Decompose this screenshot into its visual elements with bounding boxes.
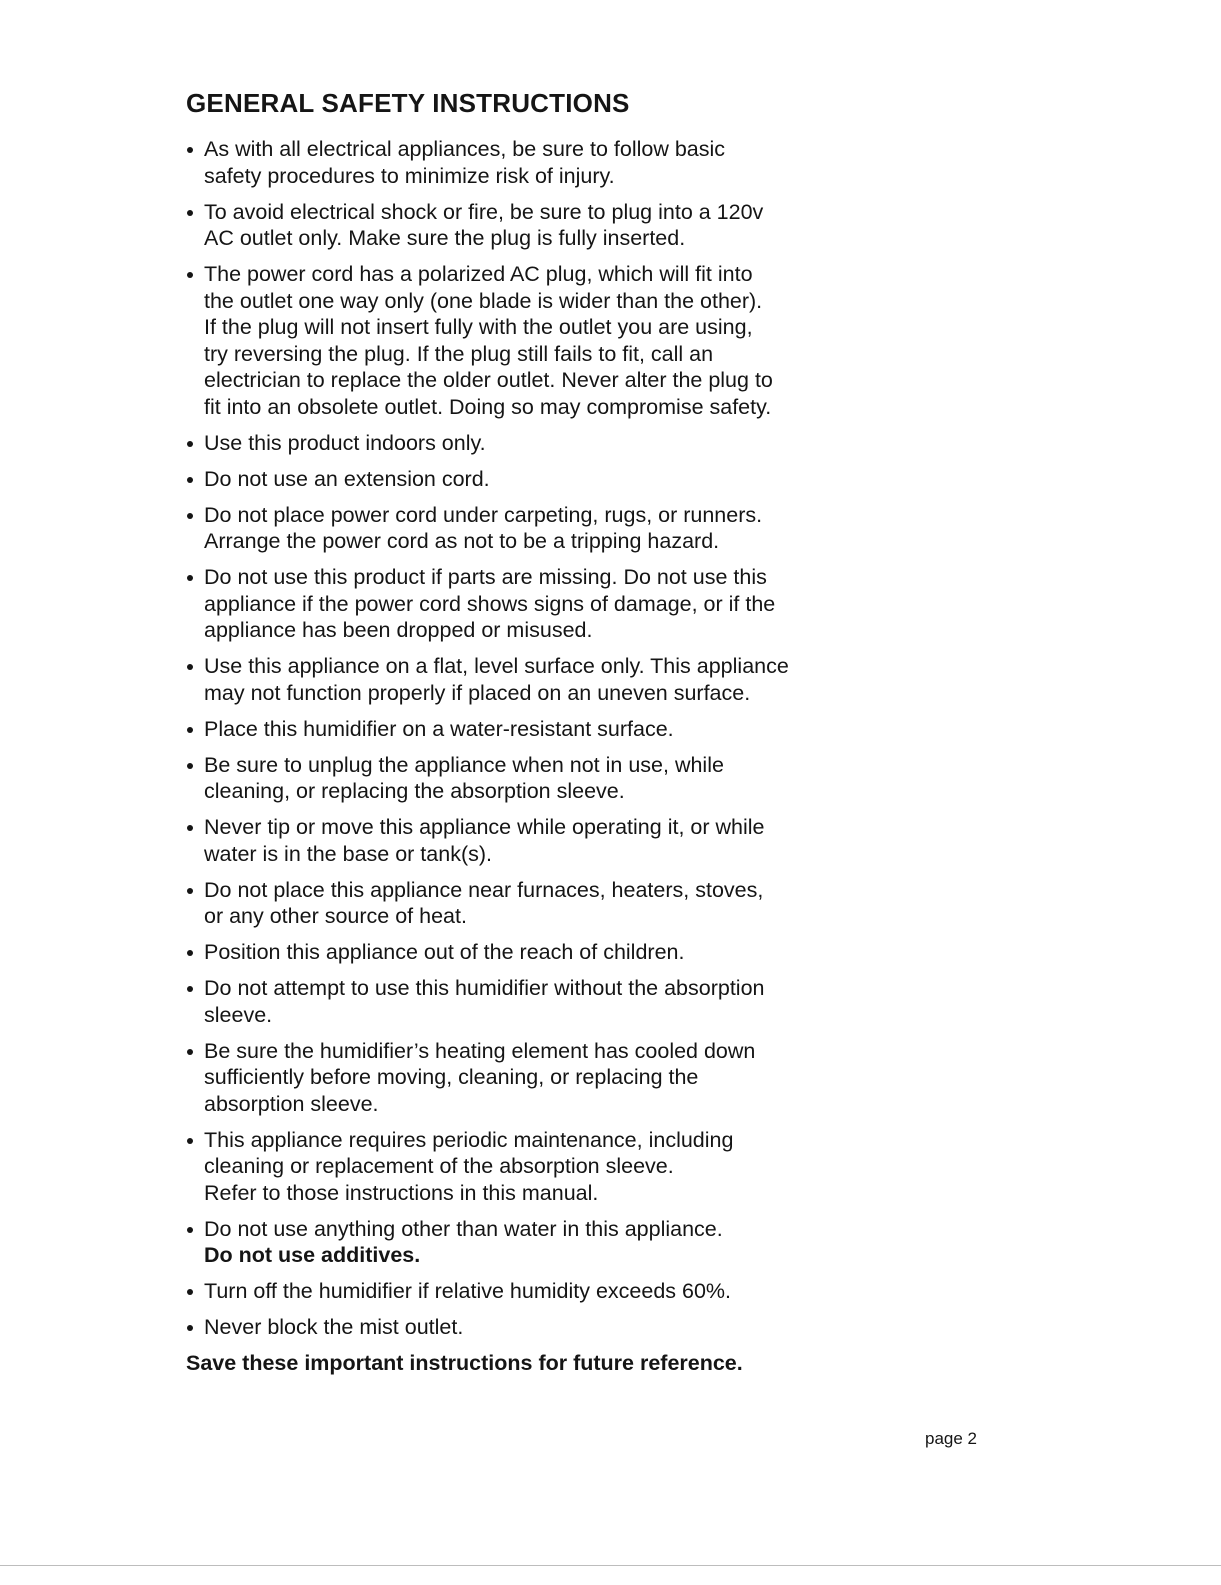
- instruction-line: Be sure to unplug the appliance when not in use, while: [204, 752, 724, 777]
- instruction-line: safety procedures to minimize risk of injury.: [204, 163, 615, 188]
- instruction-line: Do not place this appliance near furnaces, heaters, stoves,: [204, 877, 764, 902]
- instruction-line: Use this appliance on a flat, level surface only. This appliance: [204, 654, 789, 678]
- instruction-line: Place this humidifier on a water-resistant surface.: [204, 716, 674, 741]
- instruction-line: Be sure the humidifier’s heating element has cooled down: [204, 1038, 756, 1063]
- instructions-section: [186, 86, 866, 1377]
- instruction-line: sufficiently before moving, cleaning, or replacing the: [204, 1065, 699, 1089]
- instruction-line: water is in the base or tank(s).: [204, 841, 492, 866]
- instruction-line: Never block the mist outlet.: [204, 1315, 464, 1339]
- instruction-line: sleeve.: [204, 1002, 273, 1027]
- instruction-line: Do not use this product if parts are missing. Do not use this: [204, 565, 767, 589]
- instruction-line: Do not place power cord under carpeting, rugs, or runners.: [204, 502, 763, 527]
- instruction-line: may not function properly if placed on an uneven surface.: [204, 680, 751, 705]
- instruction-line: appliance if the power cord shows signs of damage, or if the: [204, 591, 776, 616]
- instruction-line: or any other source of heat.: [204, 904, 467, 928]
- safety-instruction-item: [186, 877, 866, 930]
- safety-instruction-item: [186, 199, 866, 252]
- page-number: page 2: [925, 1429, 977, 1448]
- instruction-emphasis-line: Do not use additives.: [204, 1243, 421, 1267]
- safety-instruction-item: [186, 502, 866, 555]
- safety-instruction-item: [186, 752, 866, 805]
- instruction-line: If the plug will not insert fully with the outlet you are using,: [204, 315, 753, 339]
- instruction-line: Position this appliance out of the reach of children.: [204, 940, 685, 964]
- safety-instruction-item: [186, 939, 866, 966]
- instruction-line: cleaning or replacement of the absorption sleeve.: [204, 1154, 674, 1178]
- instruction-line: cleaning, or replacing the absorption sleeve.: [204, 779, 625, 803]
- safety-instruction-item: [186, 136, 866, 189]
- safety-instructions-list: [186, 136, 866, 1341]
- instruction-line: absorption sleeve.: [204, 1091, 379, 1116]
- instruction-line: Never tip or move this appliance while operating it, or while: [204, 815, 765, 839]
- instruction-line: Arrange the power cord as not to be a tripping hazard.: [204, 529, 720, 553]
- safety-instruction-item: [186, 1127, 866, 1207]
- instruction-line: Refer to those instructions in this manual.: [204, 1180, 599, 1205]
- instruction-line: This appliance requires periodic maintenance, including: [204, 1127, 734, 1152]
- safety-instruction-item: [186, 430, 866, 457]
- instruction-line: Do not use anything other than water in this appliance.: [204, 1216, 723, 1241]
- instruction-line: AC outlet only. Make sure the plug is fully inserted.: [204, 226, 686, 250]
- instruction-line: the outlet one way only (one blade is wider than the other).: [204, 288, 763, 313]
- safety-instruction-item: [186, 1278, 866, 1305]
- instruction-line: appliance has been dropped or misused.: [204, 618, 593, 642]
- instruction-line: To avoid electrical shock or fire, be sure to plug into a 120v: [204, 199, 764, 224]
- closing-note: Save these important instructions for future reference.: [186, 1351, 743, 1375]
- instruction-line: Do not attempt to use this humidifier without the absorption: [204, 976, 765, 1000]
- safety-instruction-item: [186, 1216, 866, 1269]
- safety-instruction-item: [186, 975, 866, 1028]
- instruction-line: fit into an obsolete outlet. Doing so may compromise safety.: [204, 394, 772, 419]
- instruction-line: try reversing the plug. If the plug still fails to fit, call an: [204, 341, 714, 366]
- safety-instruction-item: [186, 653, 866, 706]
- safety-instruction-item: [186, 716, 866, 743]
- instruction-line: electrician to replace the older outlet. Never alter the plug to: [204, 368, 773, 392]
- safety-instruction-item: [186, 261, 866, 420]
- page-heading: GENERAL SAFETY INSTRUCTIONS: [186, 88, 630, 118]
- instruction-line: Turn off the humidifier if relative humidity exceeds 60%.: [204, 1279, 732, 1303]
- safety-instruction-item: [186, 1314, 866, 1341]
- safety-instruction-item: [186, 814, 866, 867]
- scan-edge-divider: [0, 1565, 1221, 1566]
- instruction-line: Use this product indoors only.: [204, 430, 486, 455]
- safety-instruction-item: [186, 466, 866, 493]
- instruction-line: The power cord has a polarized AC plug, which will fit into: [204, 262, 753, 286]
- safety-instruction-item: [186, 564, 866, 644]
- instruction-line: Do not use an extension cord.: [204, 466, 490, 491]
- safety-instruction-item: [186, 1038, 866, 1118]
- instruction-line: As with all electrical appliances, be sure to follow basic: [204, 137, 726, 161]
